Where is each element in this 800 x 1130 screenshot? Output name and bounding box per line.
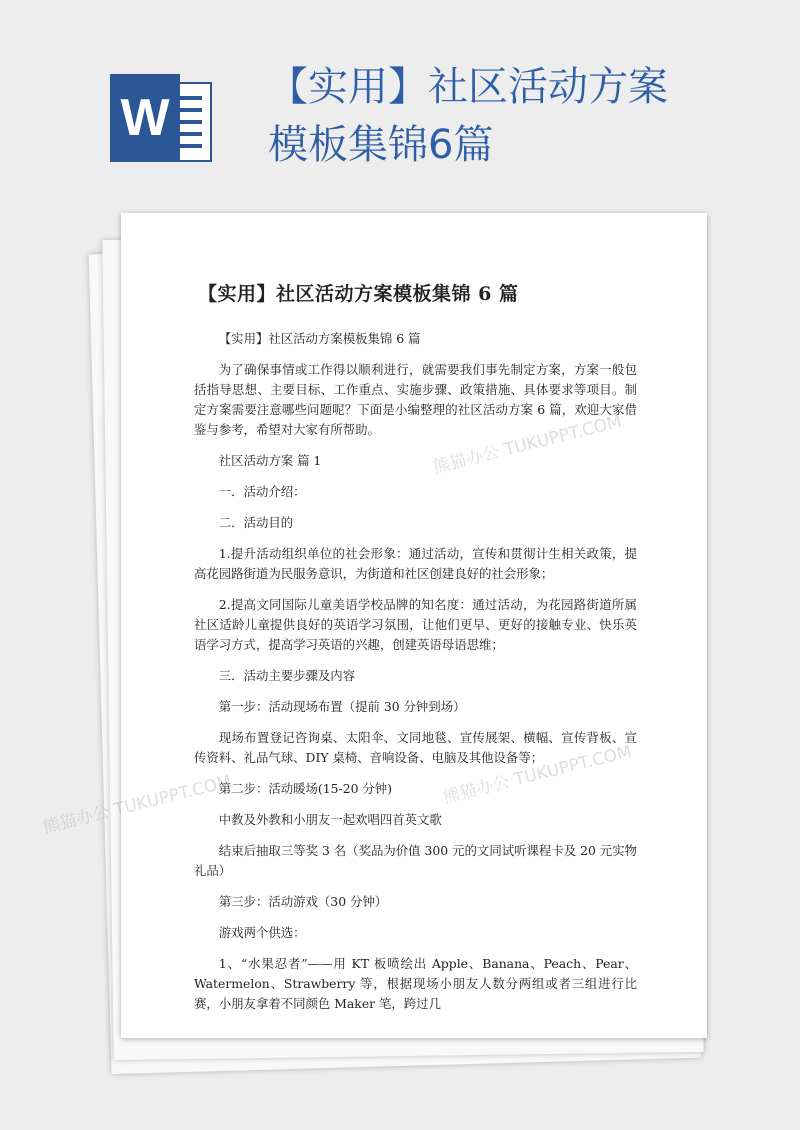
paragraph: 为了确保事情或工作得以顺利进行，就需要我们事先制定方案，方案一般包括指导思想、主要目标、工作重点、实施步骤、政策措施、具体要求等项目。制定方案需要注意哪些问题呢？下面是小编整理的社区活动方案 6 篇，欢迎大家借鉴与参考，希望对大家有所帮助。 [194,362,637,437]
banner-title [268,58,778,174]
paragraph: 一．活动介绍： [218,484,306,499]
banner-title-line2: 模板集锦6篇 [268,122,494,168]
paragraph: 1.提升活动组织单位的社会形象：通过活动，宣传和贯彻计生相关政策，提高花园路街道为民服务意识，为街道和社区创建良好的社会形象； [194,546,637,581]
word-badge: W [110,74,180,162]
watermark-text: 熊猫办公 TUKUPPT.COM [431,411,624,479]
paragraph: 第二步：活动暖场(15-20 分钟) [218,781,393,796]
paragraph: 二．活动目的 [218,515,294,530]
paragraph: 2.提高文同国际儿童美语学校品牌的知名度：通过活动，为花园路街道所属社区适龄儿童提供良好的英语学习氛围，让他们更早、更好的接触专业、快乐英语学习方式，提高学习英语的兴趣，创建英语母语思维； [194,597,637,652]
paragraph: 游戏两个供选： [218,925,306,940]
header-banner [0,0,800,200]
paragraph: 现场布置登记咨询桌、太阳伞、文同地毯、宣传展架、横幅、宣传背板、宣传资料、礼品气球、DIY 桌椅、音响设备、电脑及其他设备等； [194,730,637,765]
document-page [121,213,707,1038]
paragraph: 第三步：活动游戏（30 分钟） [218,894,388,909]
watermark-text: 熊猫办公 TUKUPPT.COM [441,741,634,809]
document-body [194,329,637,1025]
paragraph: 结束后抽取三等奖 3 名（奖品为价值 300 元的文同试听课程卡及 20 元实物礼品） [194,843,637,878]
paragraph: 中教及外教和小朋友一起欢唱四首英文歌 [218,812,442,827]
paragraph: 第一步：活动现场布置（提前 30 分钟到场） [218,699,466,714]
paragraph: 社区活动方案 篇 1 [218,453,322,468]
banner-title-line1: 【实用】社区活动方案 [268,64,668,110]
paragraph: 【实用】社区活动方案模板集锦 6 篇 [218,331,421,346]
paragraph: 三．活动主要步骤及内容 [218,668,356,683]
paragraph: 1、“水果忍者”——用 KT 板喷绘出 Apple、Banana、Peach、Pear、Watermelon、Strawberry 等，根据现场小朋友人数分两组或者三组进行比赛，小朋友拿着不同颜色 Maker 笔，跨过几 [194,956,637,1011]
watermark-text: 熊猫办公 TUKUPPT.COM [41,771,234,839]
document-title: 【实用】社区活动方案模板集锦 6 篇 [198,283,519,305]
word-document-icon [110,74,212,162]
